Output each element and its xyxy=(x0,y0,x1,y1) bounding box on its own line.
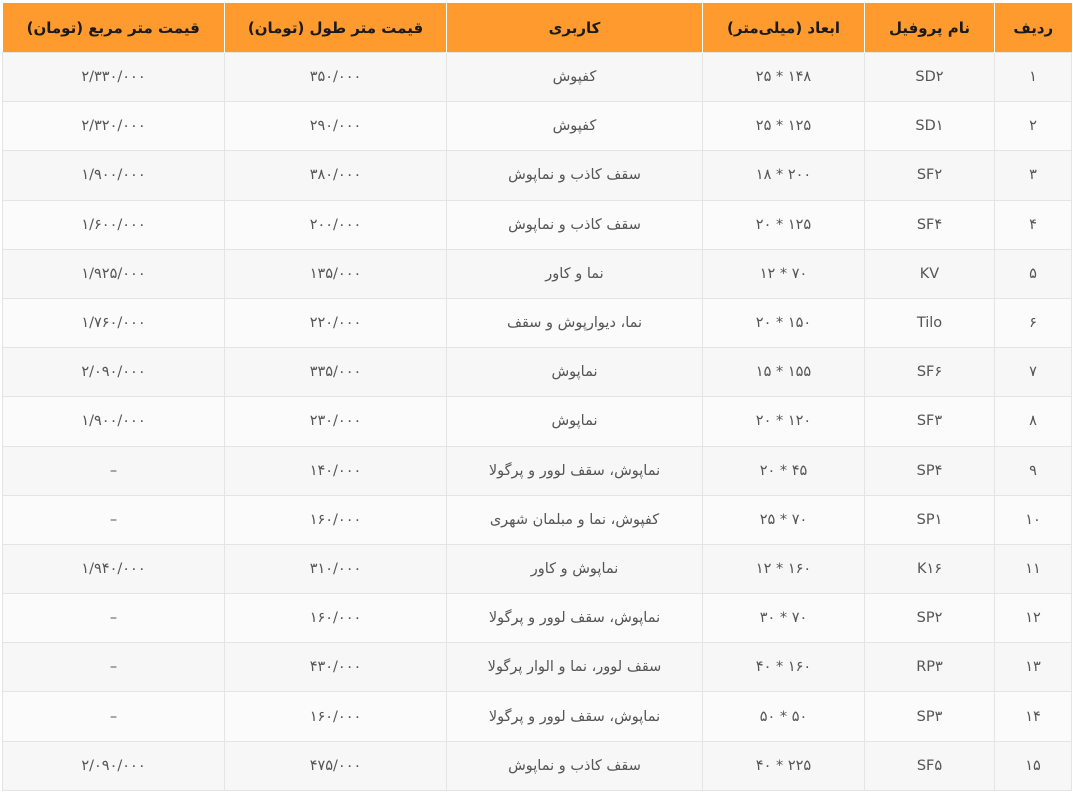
cell-row-number: ۴ xyxy=(995,200,1072,249)
cell-price-per-length: ۲۳۰/۰۰۰ xyxy=(225,397,447,446)
cell-dimensions: ۲۰۰ * ۱۸ xyxy=(703,151,865,200)
cell-price-per-length: ۲۹۰/۰۰۰ xyxy=(225,102,447,151)
header-price-per-area: قیمت متر مربع (تومان) xyxy=(3,3,225,53)
table-body xyxy=(3,53,1072,791)
cell-price-per-area: ۲/۰۹۰/۰۰۰ xyxy=(3,741,225,790)
cell-price-per-area: ۲/۳۳۰/۰۰۰ xyxy=(3,53,225,102)
table-header xyxy=(3,3,1072,53)
cell-usage: سقف کاذب و نماپوش xyxy=(447,200,703,249)
cell-price-per-length: ۱۶۰/۰۰۰ xyxy=(225,594,447,643)
cell-row-number: ۳ xyxy=(995,151,1072,200)
table-row xyxy=(3,53,1072,102)
cell-price-per-length: ۲۰۰/۰۰۰ xyxy=(225,200,447,249)
cell-price-per-length: ۱۳۵/۰۰۰ xyxy=(225,249,447,298)
cell-usage: نماپوش، سقف لوور و پرگولا xyxy=(447,594,703,643)
cell-profile-name: SD۲ xyxy=(865,53,995,102)
cell-dimensions: ۱۴۸ * ۲۵ xyxy=(703,53,865,102)
cell-price-per-length: ۲۲۰/۰۰۰ xyxy=(225,298,447,347)
cell-price-per-area: ۲/۳۲۰/۰۰۰ xyxy=(3,102,225,151)
cell-usage: نماپوش و کاور xyxy=(447,544,703,593)
cell-profile-name: SF۴ xyxy=(865,200,995,249)
table-row xyxy=(3,692,1072,741)
table-row xyxy=(3,348,1072,397)
cell-row-number: ۹ xyxy=(995,446,1072,495)
cell-row-number: ۱۳ xyxy=(995,643,1072,692)
cell-price-per-length: ۱۴۰/۰۰۰ xyxy=(225,446,447,495)
cell-row-number: ۱۱ xyxy=(995,544,1072,593)
header-row xyxy=(3,3,1072,53)
cell-usage: سقف کاذب و نماپوش xyxy=(447,741,703,790)
cell-usage: کفپوش xyxy=(447,102,703,151)
cell-row-number: ۱۴ xyxy=(995,692,1072,741)
cell-price-per-length: ۳۵۰/۰۰۰ xyxy=(225,53,447,102)
cell-price-per-area: ۱/۷۶۰/۰۰۰ xyxy=(3,298,225,347)
cell-price-per-area: ۱/۹۴۰/۰۰۰ xyxy=(3,544,225,593)
cell-profile-name: SF۲ xyxy=(865,151,995,200)
cell-dimensions: ۱۲۵ * ۲۵ xyxy=(703,102,865,151)
cell-price-per-area: – xyxy=(3,495,225,544)
cell-price-per-length: ۳۸۰/۰۰۰ xyxy=(225,151,447,200)
table-row xyxy=(3,249,1072,298)
cell-dimensions: ۱۶۰ * ۱۲ xyxy=(703,544,865,593)
cell-usage: نماپوش، سقف لوور و پرگولا xyxy=(447,692,703,741)
cell-row-number: ۸ xyxy=(995,397,1072,446)
cell-profile-name: SD۱ xyxy=(865,102,995,151)
cell-row-number: ۱۰ xyxy=(995,495,1072,544)
cell-row-number: ۵ xyxy=(995,249,1072,298)
header-profile-name: نام پروفیل xyxy=(865,3,995,53)
cell-row-number: ۱۵ xyxy=(995,741,1072,790)
cell-price-per-area: ۱/۹۰۰/۰۰۰ xyxy=(3,397,225,446)
cell-dimensions: ۱۲۵ * ۲۰ xyxy=(703,200,865,249)
cell-price-per-length: ۱۶۰/۰۰۰ xyxy=(225,692,447,741)
cell-price-per-length: ۴۷۵/۰۰۰ xyxy=(225,741,447,790)
cell-dimensions: ۴۵ * ۲۰ xyxy=(703,446,865,495)
header-price-per-length: قیمت متر طول (تومان) xyxy=(225,3,447,53)
table-row xyxy=(3,594,1072,643)
cell-price-per-area: – xyxy=(3,594,225,643)
cell-dimensions: ۷۰ * ۲۵ xyxy=(703,495,865,544)
cell-price-per-length: ۳۱۰/۰۰۰ xyxy=(225,544,447,593)
cell-dimensions: ۱۶۰ * ۴۰ xyxy=(703,643,865,692)
profile-price-table xyxy=(2,3,1072,791)
table-row xyxy=(3,200,1072,249)
table-row xyxy=(3,495,1072,544)
profile-price-table-container xyxy=(2,3,1071,791)
cell-usage: کفپوش xyxy=(447,53,703,102)
cell-profile-name: SF۳ xyxy=(865,397,995,446)
cell-usage: نماپوش xyxy=(447,397,703,446)
cell-profile-name: KV xyxy=(865,249,995,298)
cell-usage: نماپوش xyxy=(447,348,703,397)
cell-usage: کفپوش، نما و مبلمان شهری xyxy=(447,495,703,544)
cell-usage: نماپوش، سقف لوور و پرگولا xyxy=(447,446,703,495)
cell-price-per-length: ۳۳۵/۰۰۰ xyxy=(225,348,447,397)
cell-profile-name: RP۳ xyxy=(865,643,995,692)
table-row xyxy=(3,151,1072,200)
cell-dimensions: ۱۵۵ * ۱۵ xyxy=(703,348,865,397)
cell-dimensions: ۲۲۵ * ۴۰ xyxy=(703,741,865,790)
header-row-number: ردیف xyxy=(995,3,1072,53)
cell-dimensions: ۵۰ * ۵۰ xyxy=(703,692,865,741)
cell-profile-name: K۱۶ xyxy=(865,544,995,593)
cell-price-per-length: ۴۳۰/۰۰۰ xyxy=(225,643,447,692)
cell-price-per-area: ۱/۹۲۵/۰۰۰ xyxy=(3,249,225,298)
cell-price-per-area: – xyxy=(3,446,225,495)
cell-dimensions: ۷۰ * ۱۲ xyxy=(703,249,865,298)
cell-row-number: ۷ xyxy=(995,348,1072,397)
cell-dimensions: ۷۰ * ۳۰ xyxy=(703,594,865,643)
cell-usage: نما و کاور xyxy=(447,249,703,298)
cell-row-number: ۱۲ xyxy=(995,594,1072,643)
cell-dimensions: ۱۲۰ * ۲۰ xyxy=(703,397,865,446)
table-row xyxy=(3,741,1072,790)
cell-price-per-area: – xyxy=(3,643,225,692)
table-row xyxy=(3,397,1072,446)
header-usage: کاربری xyxy=(447,3,703,53)
cell-profile-name: SP۴ xyxy=(865,446,995,495)
cell-profile-name: SP۲ xyxy=(865,594,995,643)
table-row xyxy=(3,446,1072,495)
cell-price-per-area: – xyxy=(3,692,225,741)
cell-profile-name: SF۶ xyxy=(865,348,995,397)
cell-usage: سقف کاذب و نماپوش xyxy=(447,151,703,200)
cell-profile-name: Tilo xyxy=(865,298,995,347)
cell-price-per-area: ۲/۰۹۰/۰۰۰ xyxy=(3,348,225,397)
cell-row-number: ۶ xyxy=(995,298,1072,347)
table-row xyxy=(3,102,1072,151)
table-row xyxy=(3,544,1072,593)
cell-row-number: ۱ xyxy=(995,53,1072,102)
cell-profile-name: SP۱ xyxy=(865,495,995,544)
cell-usage: سقف لوور، نما و الوار پرگولا xyxy=(447,643,703,692)
cell-price-per-area: ۱/۶۰۰/۰۰۰ xyxy=(3,200,225,249)
table-row xyxy=(3,643,1072,692)
cell-price-per-area: ۱/۹۰۰/۰۰۰ xyxy=(3,151,225,200)
cell-usage: نما، دیوارپوش و سقف xyxy=(447,298,703,347)
header-dimensions: ابعاد (میلی‌متر) xyxy=(703,3,865,53)
cell-row-number: ۲ xyxy=(995,102,1072,151)
cell-profile-name: SP۳ xyxy=(865,692,995,741)
cell-price-per-length: ۱۶۰/۰۰۰ xyxy=(225,495,447,544)
cell-dimensions: ۱۵۰ * ۲۰ xyxy=(703,298,865,347)
table-row xyxy=(3,298,1072,347)
cell-profile-name: SF۵ xyxy=(865,741,995,790)
